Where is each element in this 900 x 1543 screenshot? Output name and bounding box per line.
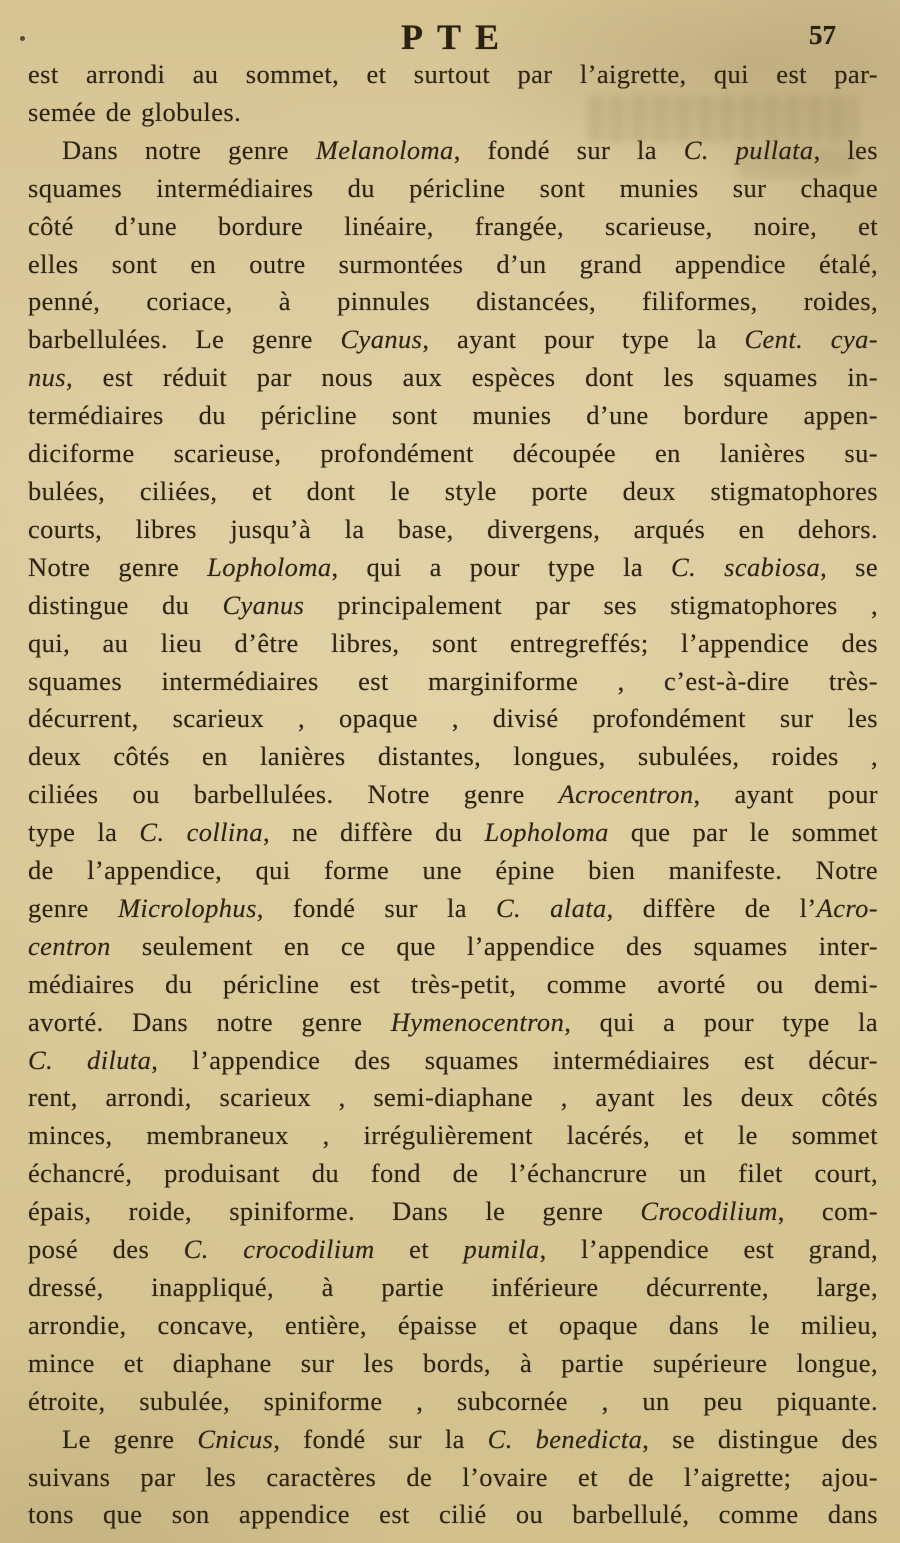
text-line	[28, 94, 878, 132]
text-line	[28, 890, 878, 928]
italic-text-segment: Acrocentron	[558, 779, 694, 810]
text-segment: étroite, subulée, spiniforme , subcornée , un peu piquante.	[28, 1385, 878, 1416]
text-segment: , qui a pour type la	[564, 1006, 878, 1037]
text-line	[28, 1307, 878, 1345]
text-line	[28, 1345, 878, 1383]
text-segment: diciforme scarieuse, profondément découpée en lanières su-	[28, 438, 878, 469]
italic-text-segment: C. alata	[495, 892, 607, 923]
text-segment: posé des	[28, 1234, 184, 1265]
running-title: PTE	[400, 17, 513, 57]
text-segment: semée de globules.	[28, 96, 242, 127]
text-segment: épais, roide, spiniforme. Dans le genre	[28, 1196, 641, 1227]
italic-text-segment: Cyanus	[340, 324, 423, 355]
text-line	[28, 1383, 878, 1421]
text-segment: , ne diffère du	[262, 817, 485, 848]
text-segment: , com-	[777, 1196, 878, 1227]
italic-text-segment: Lopholoma	[484, 817, 609, 848]
italic-text-segment: centron	[28, 930, 111, 961]
text-segment: médiaires du péricline est très-petit, comme avorté ou demi-	[28, 968, 878, 999]
text-line	[28, 700, 878, 738]
text-line	[28, 1193, 878, 1231]
text-line	[28, 814, 878, 852]
text-line	[28, 966, 878, 1004]
text-line	[28, 1117, 878, 1155]
text-segment: , est réduit par nous aux espèces dont les squames in-	[66, 362, 878, 393]
italic-text-segment: C. pullata	[683, 134, 814, 165]
text-line	[28, 1079, 878, 1117]
text-line	[28, 587, 878, 625]
text-line	[28, 1421, 878, 1459]
italic-text-segment: C. collina	[139, 817, 263, 848]
text-line	[28, 928, 878, 966]
italic-text-segment: Hymenocentron	[390, 1006, 565, 1037]
text-line	[28, 397, 878, 435]
text-line	[28, 246, 878, 284]
text-line	[28, 359, 878, 397]
text-segment: principalement par ses stigmatophores ,	[304, 589, 878, 620]
text-line	[28, 549, 878, 587]
text-segment: côté d’une bordure linéaire, frangée, scarieuse, noire, et	[28, 210, 878, 241]
text-segment: , ayant pour type la	[422, 324, 745, 355]
text-segment: est arrondi au sommet, et surtout par l’aigrette, qui est par-	[28, 59, 878, 89]
text-line	[28, 321, 878, 359]
text-line	[28, 283, 878, 321]
text-segment: termédiaires du péricline sont munies d’une bordure appen-	[28, 400, 878, 431]
text-line	[28, 1269, 878, 1307]
italic-text-segment: C. diluta	[28, 1044, 152, 1075]
text-segment: seulement en ce que l’appendice des squames inter-	[110, 930, 878, 961]
italic-text-segment: nus	[28, 362, 67, 393]
text-segment: , qui a pour type la	[331, 551, 672, 582]
text-segment: genre	[28, 892, 118, 923]
text-segment: Notre genre	[28, 551, 208, 582]
text-line	[28, 776, 878, 814]
text-segment: échancré, produisant du fond de l’échancrure un filet court,	[28, 1158, 878, 1189]
italic-text-segment: C. benedicta	[487, 1423, 643, 1454]
text-segment: , se	[820, 551, 878, 582]
italic-text-segment: Cnicus	[197, 1423, 274, 1454]
text-segment: barbellulées. Le genre	[28, 324, 341, 355]
text-segment: que par le sommet	[608, 817, 878, 848]
text-segment: deux côtés en lanières distantes, longues, subulées, roides ,	[28, 741, 878, 772]
italic-text-segment: Microlophus	[117, 892, 257, 923]
italic-text-segment: Melanoloma	[315, 134, 454, 165]
text-segment: rent, arrondi, scarieux , semi-diaphane , ayant les deux côtés	[28, 1082, 878, 1113]
text-line	[28, 663, 878, 701]
text-segment: , l’appendice des squames intermédiaires est décur-	[151, 1044, 878, 1075]
text-segment: , l’appendice est grand,	[539, 1234, 878, 1265]
text-segment: Dans notre genre	[62, 134, 316, 165]
text-segment: mince et diaphane sur les bords, à partie supérieure longue,	[28, 1347, 878, 1378]
text-segment: minces, membraneux , irrégulièrement lacérés, et le sommet	[28, 1120, 878, 1151]
text-line	[28, 1004, 878, 1042]
text-segment: , ayant pour	[693, 779, 878, 810]
text-line	[28, 1459, 878, 1497]
text-segment: distingue du	[28, 589, 223, 620]
text-line	[28, 1496, 878, 1534]
text-segment: bulées, ciliées, et dont le style porte deux stigmatophores	[28, 475, 878, 506]
text-line	[28, 435, 878, 473]
text-line	[28, 511, 878, 549]
text-segment: courts, libres jusqu’à la base, divergens, arqués en dehors.	[28, 513, 878, 544]
text-line	[28, 1042, 878, 1080]
text-segment: avorté. Dans notre genre	[28, 1006, 391, 1037]
text-segment: décurrent, scarieux , opaque , divisé profondément sur les	[28, 703, 878, 734]
italic-text-segment: Lopholoma	[207, 551, 332, 582]
text-line	[28, 852, 878, 890]
italic-text-segment: Cyanus	[222, 589, 305, 620]
text-line	[28, 738, 878, 776]
text-segment: squames intermédiaires du péricline sont munies sur chaque	[28, 172, 878, 203]
text-line	[28, 132, 878, 170]
italic-text-segment: C. crocodilium	[183, 1234, 375, 1265]
text-segment: , diffère de l’	[606, 892, 817, 923]
text-segment: qui, au lieu d’être libres, sont entregreffés; l’appendice des	[28, 627, 878, 658]
text-segment: , fondé sur la	[256, 892, 496, 923]
italic-text-segment: Acro-	[816, 892, 878, 923]
text-line	[28, 473, 878, 511]
text-segment: , se distingue des	[642, 1423, 878, 1454]
text-segment: suivans par les caractères de l’ovaire et de l’aigrette; ajou-	[28, 1461, 878, 1492]
text-line	[28, 1231, 878, 1269]
text-segment: penné, coriace, à pinnules distancées, filiformes, roides,	[28, 286, 878, 317]
text-segment: et	[374, 1234, 464, 1265]
text-segment: ciliées ou barbellulées. Notre genre	[28, 779, 559, 810]
text-line	[28, 56, 878, 94]
text-segment: arrondie, concave, entière, épaisse et opaque dans le milieu,	[28, 1309, 878, 1340]
text-line	[28, 1155, 878, 1193]
text-segment: , les	[813, 134, 879, 165]
body-text-block	[28, 56, 878, 1534]
text-segment: , fondé sur la	[453, 134, 684, 165]
text-line	[28, 625, 878, 663]
text-segment: dressé, inappliqué, à partie inférieure décurrente, large,	[28, 1272, 878, 1302]
text-line	[28, 208, 878, 246]
text-line	[28, 170, 878, 208]
text-segment: elles sont en outre surmontées d’un grand appendice étalé,	[28, 248, 878, 279]
italic-text-segment: pumila	[463, 1234, 540, 1265]
text-segment: squames intermédiaires est marginiforme , c’est-à-dire très-	[28, 665, 878, 696]
text-segment: de l’appendice, qui forme une épine bien manifeste. Notre	[28, 855, 878, 886]
text-segment: , fondé sur la	[273, 1423, 488, 1454]
italic-text-segment: C. scabiosa	[671, 551, 821, 582]
text-segment: type la	[28, 817, 140, 848]
italic-text-segment: Crocodilium	[640, 1196, 778, 1227]
page-header	[0, 12, 900, 62]
text-segment: tons que son appendice est cilié ou barbellulé, comme dans	[28, 1499, 878, 1530]
page-number: 57	[809, 20, 836, 50]
text-segment: Le genre	[62, 1423, 198, 1454]
italic-text-segment: Cent. cya-	[744, 324, 878, 355]
